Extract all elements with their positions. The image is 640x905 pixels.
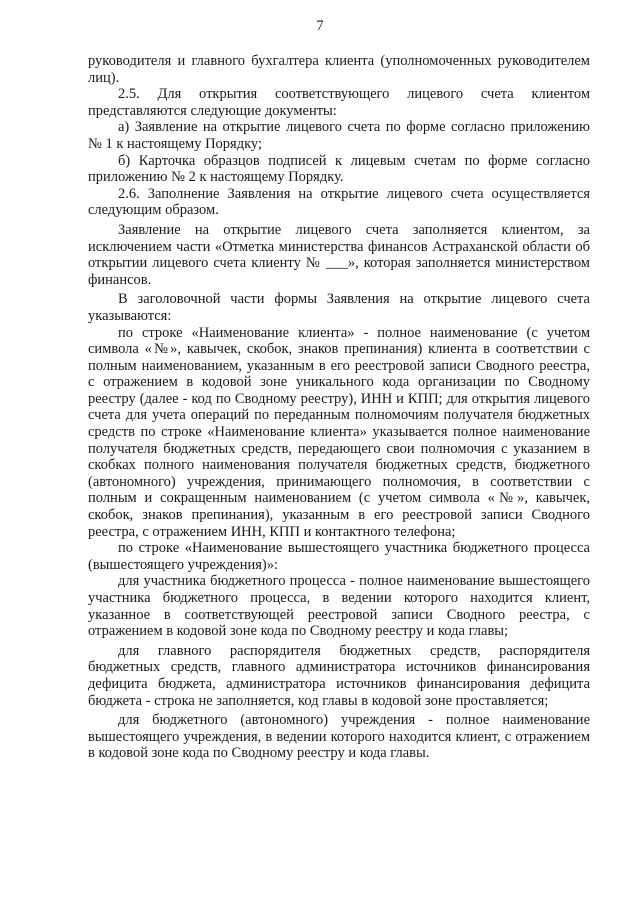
paragraph-application-filling: Заявление на открытие лицевого счета заполняется клиентом, за исключением части «Отметка министерства финансов Астраханской области об открытии лицевого счета клиенту № ___», которая заполняется министерством финансов. (88, 221, 590, 288)
paragraph-continuation: руководителя и главного бухгалтера клиента (уполномоченных руководителем лиц). (88, 53, 590, 86)
paragraph-2-5: 2.5. Для открытия соответствующего лицевого счета клиентом представляются следующие документы: (88, 86, 590, 119)
paragraph-header-part: В заголовочной части формы Заявления на открытие лицевого счета указываются: (88, 291, 590, 324)
paragraph-item-b: б) Карточка образцов подписей к лицевым счетам по форме согласно приложению № 2 к настоящему Порядку. (88, 152, 590, 186)
paragraph-2-6: 2.6. Заполнение Заявления на открытие лицевого счета осуществляется следующим образом. (88, 185, 590, 219)
paragraph-superior-participant-line: по строке «Наименование вышестоящего участника бюджетного процесса (вышестоящего учреждения)»: (88, 540, 590, 573)
paragraph-client-name-line: по строке «Наименование клиента» - полное наименование (с учетом символа «№», кавычек, скобок, знаков препинания) клиента в соответствии с полным наименованием, указанным в его реестровой записи Сводного реестра, с отражением в кодовой зоне уникального кода организации по Сводному реестру (далее - код по Сводному реестру), ИНН и КПП; для открытия лицевого счета для учета операций по переданным полномочиям получателя бюджетных средств по строке «Наименование клиента» указывается полное наименование получателя бюджетных средств, передающего свои полномочия с указанием в скобках полного наименования получателя бюджетных средств, бюджетного (автономного) учреждения, принимающего полномочия, в соответствии с полным и сокращенным наименованием (с учетом символа «№», кавычек, скобок, знаков препинания), указанным в его реестровой записи Сводного реестра, с отражением ИНН, КПП и контактного телефона; (88, 324, 590, 540)
paragraph-main-manager: для главного распорядителя бюджетных средств, распорядителя бюджетных средств, главного администратора источников финансирования дефицита бюджета, администратора источников финансирования дефицита бюджета - строка не заполняется, код главы в кодовой зоне проставляется; (88, 642, 590, 709)
paragraph-item-a: а) Заявление на открытие лицевого счета по форме согласно приложению № 1 к настоящему Порядку; (88, 119, 590, 152)
paragraph-budget-institution: для бюджетного (автономного) учреждения - полное наименование вышестоящего учреждения, в ведении которого находится клиент, с отражением в кодовой зоне кода по Сводному реестру и кода главы. (88, 712, 590, 762)
paragraph-budget-participant: для участника бюджетного процесса - полное наименование вышестоящего участника бюджетного процесса, в ведении которого находится клиент, указанное в соответствующей реестровой записи Сводного реестра, с отражением в кодовой зоне кода по Сводному реестру и кода главы; (88, 573, 590, 640)
document-body (88, 53, 590, 762)
page-number: 7 (316, 18, 324, 34)
